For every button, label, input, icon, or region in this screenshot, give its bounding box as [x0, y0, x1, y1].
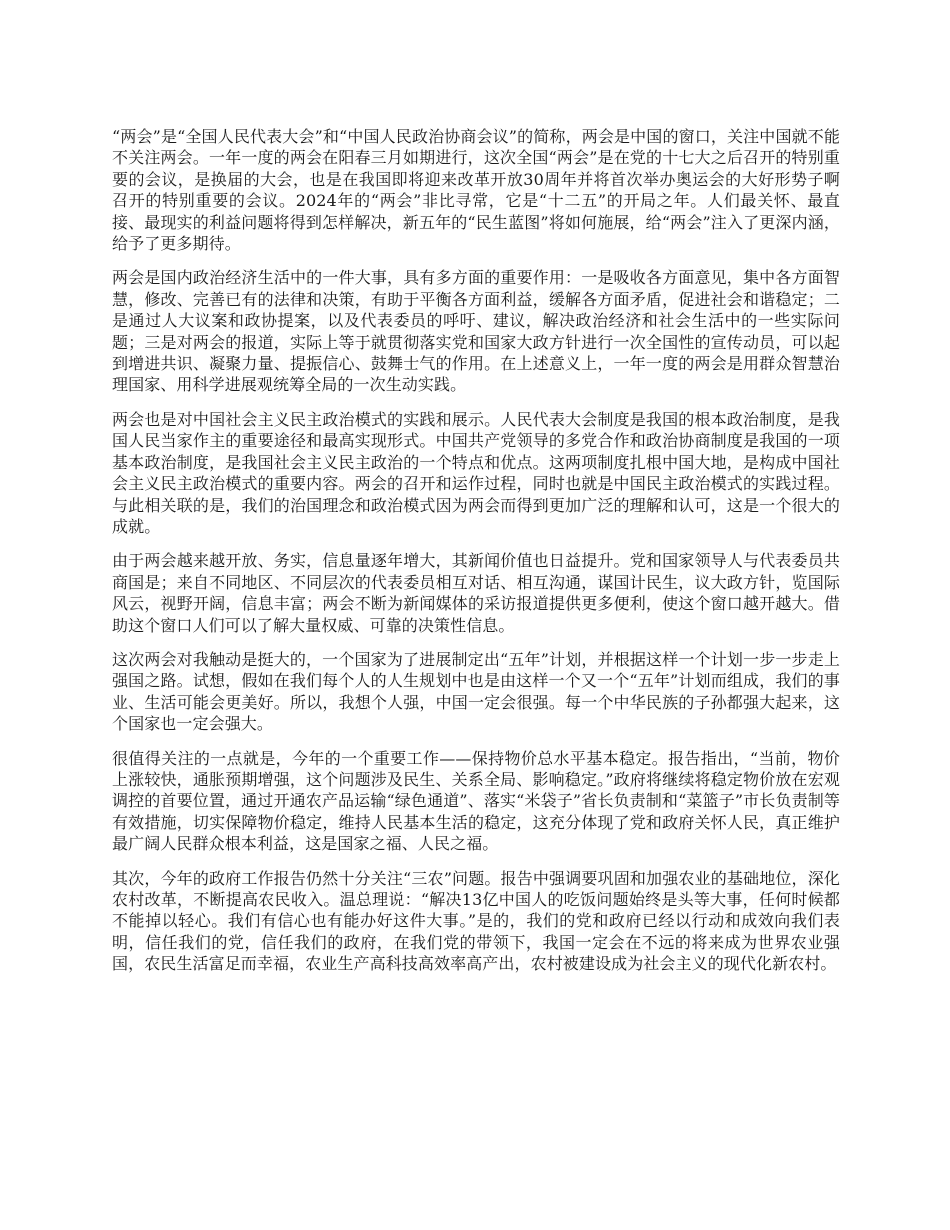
paragraph-5: 这次两会对我触动是挺大的，一个国家为了进展制定出“五年”计划，并根据这样一个计划一步一步走上强国之路。试想，假如在我们每个人的人生规划中也是由这样一个又一个“五年”计划而组成，我们的事业、生活可能会更美好。所以，我想个人强，中国一定会很强。每一个中华民族的子孙都强大起来，这个国家也一定会强大。: [112, 649, 840, 734]
paragraph-2: 两会是国内政治经济生活中的一件大事，具有多方面的重要作用：一是吸收各方面意见，集中各方面智慧，修改、完善已有的法律和决策，有助于平衡各方面利益，缓解各方面矛盾，促进社会和谐稳定；二是通过人大议案和政协提案，以及代表委员的呼吁、建议，解决政治经济和社会生活中的一些实际问题；三是对两会的报道，实际上等于就贯彻落实党和国家大政方针进行一次全国性的宣传动员，可以起到增进共识、凝聚力量、提振信心、鼓舞士气的作用。在上述意义上，一年一度的两会是用群众智慧治理国家、用科学进展观统筹全局的一次生动实践。: [112, 268, 840, 395]
paragraph-1: “两会”是“全国人民代表大会”和“中国人民政治协商会议”的简称，两会是中国的窗口，关注中国就不能不关注两会。一年一度的两会在阳春三月如期进行，这次全国“两会”是在党的十七大之后召开的特别重要的会议，是换届的大会，也是在我国即将迎来改革开放30周年并将首次举办奥运会的大好形势子啊召开的特别重要的会议。2024年的“两会”非比寻常，它是“十二五”的开局之年。人们最关怀、最直接、最现实的利益问题将得到怎样解决，新五年的“民生蓝图”将如何施展，给“两会”注入了更深内涵，给予了更多期待。: [112, 127, 840, 254]
paragraph-7: 其次，今年的政府工作报告仍然十分关注“三农”问题。报告中强调要巩固和加强农业的基础地位，深化农村改革，不断提高农民收入。温总理说：“解决13亿中国人的吃饭问题始终是头等大事，任何时候都不能掉以轻心。我们有信心也有能办好这件大事。”是的，我们的党和政府已经以行动和成效向我们表明，信任我们的党，信任我们的政府，在我们党的带领下，我国一定会在不远的将来成为世界农业强国，农民生活富足而幸福，农业生产高科技高效率高产出，农村被建设成为社会主义的现代化新农村。: [112, 868, 840, 974]
paragraph-4: 由于两会越来越开放、务实，信息量逐年增大，其新闻价值也日益提升。党和国家领导人与代表委员共商国是；来自不同地区、不同层次的代表委员相互对话、相互沟通，谋国计民生，议大政方针，览国际风云，视野开阔，信息丰富；两会不断为新闻媒体的采访报道提供更多便利，使这个窗口越开越大。借助这个窗口人们可以了解大量权威、可靠的决策性信息。: [112, 551, 840, 635]
document-body: [112, 126, 840, 988]
paragraph-3: 两会也是对中国社会主义民主政治模式的实践和展示。人民代表大会制度是我国的根本政治制度，是我国人民当家作主的重要途径和最高实现形式。中国共产党领导的多党合作和政治协商制度是我国的一项基本政治制度，是我国社会主义民主政治的一个特点和优点。这两项制度扎根中国大地，是构成中国社会主义民主政治模式的重要内容。两会的召开和运作过程，同时也就是中国民主政治模式的实践过程。与此相关联的是，我们的治国理念和政治模式因为两会而得到更加广泛的理解和认可，这是一个很大的成就。: [112, 409, 840, 536]
paragraph-6: 很值得关注的一点就是，今年的一个重要工作——保持物价总水平基本稳定。报告指出，“当前，物价上涨较快，通胀预期增强，这个问题涉及民生、关系全局、影响稳定。”政府将继续将稳定物价放在宏观调控的首要位置，通过开通农产品运输“绿色通道”、落实“米袋子”省长负责制和“菜篮子”市长负责制等有效措施，切实保障物价稳定，维持人民基本生活的稳定，这充分体现了党和政府关怀人民，真正维护最广阔人民群众根本利益，这是国家之福、人民之福。: [112, 748, 840, 854]
